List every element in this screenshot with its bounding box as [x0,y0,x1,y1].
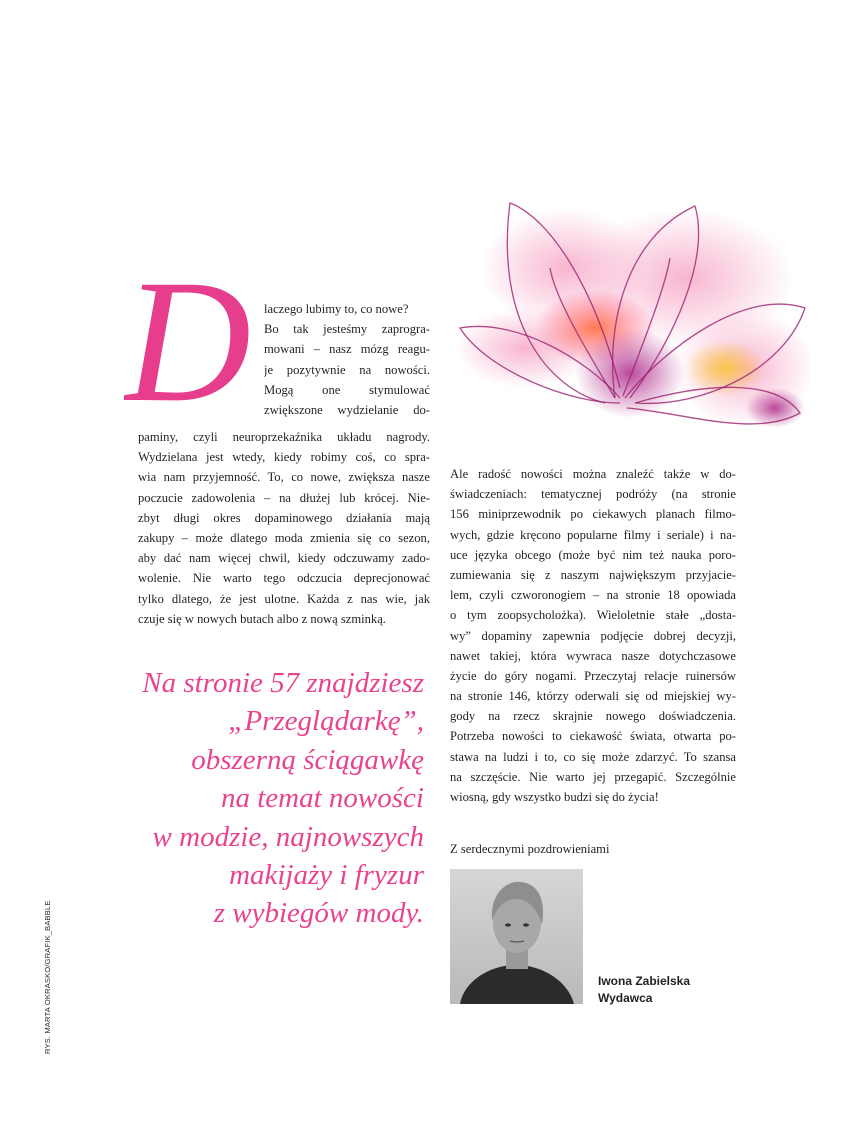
body-line: wych, gdzie kręcono popularne filmy i seriale) i na- [450,527,736,542]
body-line: poczucie zadowolenia – na dłużej lub krócej. Nie- [138,490,430,505]
lead-line: Bo tak jesteśmy zaprogra- [264,322,430,337]
signature-block [598,973,690,1007]
author-role: Wydawca [598,991,653,1005]
body-line: życie do góry nogami. Przeczytaj relacje ruinersów [450,668,736,683]
lead-line: laczego lubimy to, co nowe? [264,302,409,316]
lead-line: zwiększone wydzielanie do- [264,402,430,417]
body-line: na stronie 146, którzy oderwali się od miejskiej wy- [450,689,736,704]
watercolor-flower-illustration [455,198,810,440]
body-line: aby dać nam więcej chwil, kiedy odczuwamy zado- [138,551,430,566]
pull-quote-line: w modzie, najnowszych [152,820,424,853]
body-line: nawet takiej, która wywraca nasze dotychczasowe [450,648,736,663]
body-line: wia nam przyjemność. To, co nowe, zwiększa nasze [138,470,430,485]
body-line: gody na rzecz skrajnie nowego doświadczenia. [450,709,736,724]
body-line: tylko dlatego, że jest ulotne. Każda z nas wie, jak [138,591,430,606]
illustration-credit: RYS. MARTA OKRASKO/GRAFIK_BABBLE [43,900,52,1054]
lead-line: Mogą one stymulować [264,382,430,397]
article-left-column [138,427,430,629]
author-name: Iwona Zabielska [598,974,691,988]
body-line: zakupy – może dlatego moda zmienia się co sezon, [138,530,430,545]
body-line: stawa na ludzi i to, co się może zdarzyć. To szansa [450,749,736,764]
body-line: uce języka obcego (może być nim też nauka poro- [450,547,736,562]
body-line: 156 miniprzewodnik po ciekawych planach filmo- [450,507,736,522]
body-line: Wydzielana jest wtedy, kiedy robimy coś, co spra- [138,450,430,465]
body-line: na szczęście. Nie warto jej przegapić. Szczególnie [450,769,736,784]
pull-quote-line: z wybiegów mody. [213,897,424,930]
pull-quote-line: na temat nowości [221,782,424,815]
body-line: wolenie. Nie warto tego odczucia deprecjonować [138,571,430,586]
body-line: paminy, czyli neuroprzekaźnika układu nagrody. [138,430,430,444]
body-line: świadczeniach: tematycznej podróży (na stronie [450,487,736,502]
author-portrait-photo [450,869,583,1004]
body-line: wy” dopaminy zapewnia podjęcie dobrej decyzji, [450,628,736,643]
pull-quote-line: „Przeglądarkę”, [228,705,424,738]
body-line: wiosną, gdy wszystko budzi się do życia! [450,790,659,804]
pull-quote [138,664,424,933]
body-line: zbyt długi okres dopaminowego działania mają [138,510,430,525]
body-line: lem, czyli czworonogiem – na stronie 18 opowiada [450,588,736,603]
pull-quote-line: Na stronie 57 znajdziesz [142,667,424,699]
pull-quote-line: makijaży i fryzur [229,858,424,891]
pull-quote-line: obszerną ściągawkę [191,743,424,776]
body-line: zumiewania się z naszym największym przyjacie- [450,567,736,582]
body-line: czuje się w nowych butach albo z nową szminką. [138,611,386,626]
article-right-column [450,464,736,807]
body-line: Ale radość nowości można znaleźć także w do- [450,467,736,481]
closing-greeting: Z serdecznymi pozdrowieniami [450,842,610,856]
drop-cap-letter: D [124,262,252,422]
lead-line: je pozytywnie na nowości. [264,362,430,377]
body-line: Potrzeba nowości to ciekawość świata, otwarta po- [450,729,736,744]
article-lead-paragraph [264,299,430,420]
lead-line: mowani – nasz mózg reagu- [264,342,430,357]
body-line: o tym zoopsycholożka). Wieloletnie stałe „dosta- [450,608,736,623]
